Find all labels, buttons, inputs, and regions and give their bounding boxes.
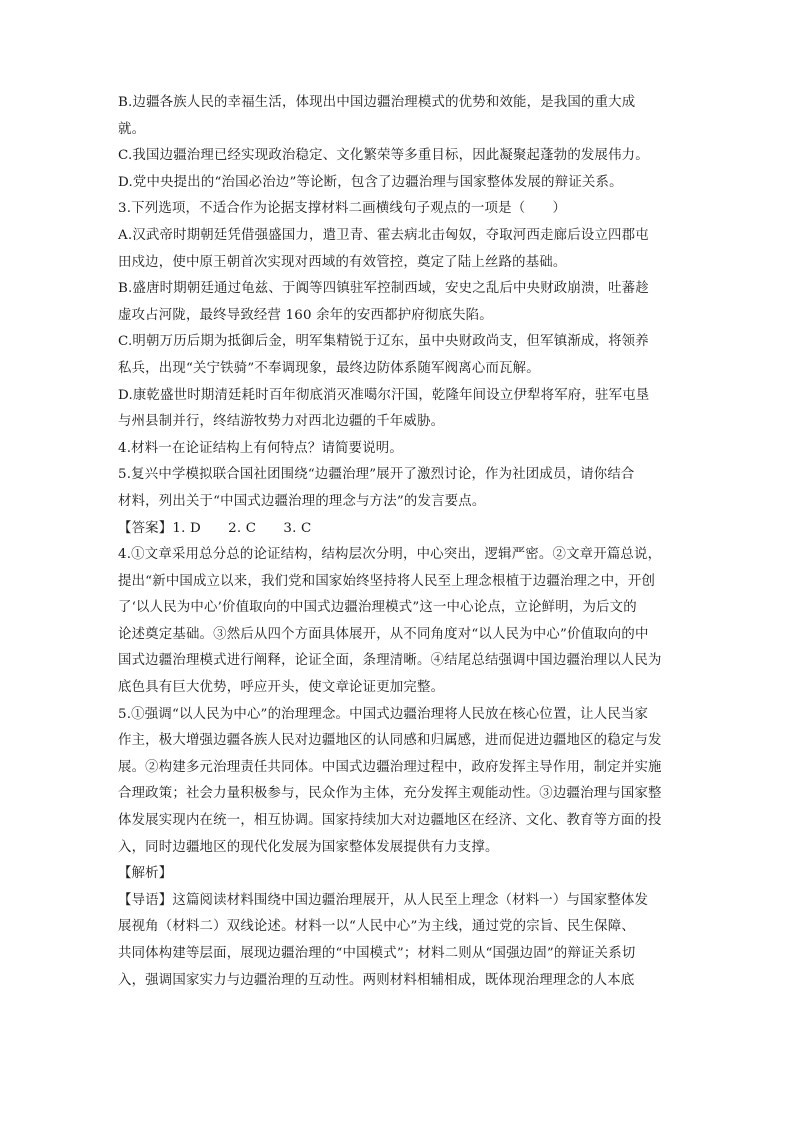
q3-option-c-line-1: C.明朝万历后期为抵御后金，明军集精锐于辽东，虽中央财政尚支，但军镇渐成，将领养 <box>118 334 649 350</box>
answer-4-line-5: 国式边疆治理模式进行阐释，论证全面，条理清晰。④结尾总结强调中国边疆治理以人民为 <box>118 653 662 669</box>
answer-5-line-4: 合理政策；社会力量积极参与，民众作为主体，充分发挥主观能动性。③边疆治理与国家整 <box>118 786 662 802</box>
q3-option-a-line-1: A.汉武帝时期朝廷凭借强盛国力，遣卫青、霍去病北击匈奴，夺取河西走廊后设立四郡屯 <box>118 227 649 243</box>
q3-option-b-line-1: B.盛唐时期朝廷通过龟兹、于阗等四镇驻军控制西域，安史之乱后中央财政崩溃，吐蕃趁 <box>118 281 649 297</box>
analysis-heading: 【解析】 <box>118 866 173 882</box>
intro-line-3: 共同体构建等层面，展现边疆治理的“中国模式”；材料二则从“国强边固”的辩证关系切 <box>118 946 636 961</box>
answer-5-line-1: 5.①强调“以人民为中心”的治理理念。中国式边疆治理将人民放在核心位置，让人民当家 <box>118 706 649 722</box>
document-page <box>118 90 678 994</box>
answer-5-line-5: 体发展实现内在统一，相互协调。国家持续加大对边疆地区在经济、文化、教育等方面的投 <box>118 813 662 829</box>
question-5-stem-line-2: 材料，列出关于“中国式边疆治理的理念与方法”的发言要点。 <box>118 493 486 509</box>
answer-5-line-6: 入，同时边疆地区的现代化发展为国家整体发展提供有力支撑。 <box>118 839 499 855</box>
question-5-stem-line-1: 5.复兴中学模拟联合国社团围绕“边疆治理”展开了激烈讨论，作为社团成员，请你结合 <box>118 467 635 483</box>
answer-key-line: 【答案】1. D 2. C 3. C <box>118 520 312 536</box>
option-b-line-2: 就。 <box>118 121 146 137</box>
option-c-line: C.我国边疆治理已经实现政治稳定、文化繁荣等多重目标，因此凝聚起蓬勃的发展伟力。 <box>118 148 649 164</box>
q3-option-c-line-2: 私兵，出现“关宁铁骑”不奉调现象，最终边防体系随军阀离心而瓦解。 <box>118 360 540 376</box>
q3-option-b-line-2: 虚攻占河陇，最终导致经营 160 余年的安西都护府彻底失陷。 <box>118 307 493 323</box>
question-3-stem: 3.下列选项，不适合作为论据支撑材料二画横线句子观点的一项是（ ） <box>118 201 567 217</box>
q3-option-d-line-1: D.康乾盛世时期清廷耗时百年彻底消灭准噶尔汗国，乾隆年间设立伊犁将军府，驻军屯垦 <box>118 387 650 403</box>
answer-4-line-3: 了‘以人民为中心’价值取向的中国式边疆治理模式”这一中心论点，立论鲜明，为后文的 <box>118 600 637 616</box>
q3-option-d-line-2: 与州县制并行，终结游牧势力对西北边疆的千年威胁。 <box>118 414 445 430</box>
intro-line-2: 展视角（材料二）双线论述。材料一以“人民中心”为主线，通过党的宗旨、民生保障、 <box>118 919 635 935</box>
option-b-line-1: B.边疆各族人民的幸福生活，体现出中国边疆治理模式的优势和效能，是我国的重大成 <box>118 95 636 110</box>
q3-option-a-line-2: 田戍边，使中原王朝首次实现对西域的有效管控，奠定了陆上丝路的基础。 <box>118 254 567 270</box>
answer-4-line-1: 4.①文章采用总分总的论证结构，结构层次分明，中心突出，逻辑严密。②文章开篇总说， <box>118 547 662 563</box>
answer-4-line-6: 底色具有巨大优势，呼应开头，使文章论证更加完整。 <box>118 680 445 696</box>
question-4-stem: 4.材料一在论证结构上有何特点？请简要说明。 <box>118 440 403 456</box>
option-d-line: D.党中央提出的“治国必治边”等论断，包含了边疆治理与国家整体发展的辩证关系。 <box>118 174 623 190</box>
intro-line-1: 【导语】这篇阅读材料围绕中国边疆治理展开，从人民至上理念（材料一）与国家整体发 <box>118 892 649 908</box>
answer-5-line-2: 作主，极大增强边疆各族人民对边疆地区的认同感和归属感，进而促进边疆地区的稳定与发 <box>118 733 662 749</box>
answer-4-line-4: 论述奠定基础。③然后从四个方面具体展开，从不同角度对“以人民为中心”价值取向的中 <box>118 626 649 642</box>
answer-5-line-3: 展。②构建多元治理责任共同体。中国式边疆治理过程中，政府发挥主导作用，制定并实施 <box>118 759 662 775</box>
answer-4-line-2: 提出“新中国成立以来，我们党和国家始终坚持将人民至上理念根植于边疆治理之中，开创 <box>118 573 656 589</box>
intro-line-4: 入，强调国家实力与边疆治理的互动性。两则材料相辅相成，既体现治理理念的人本底 <box>118 972 635 988</box>
